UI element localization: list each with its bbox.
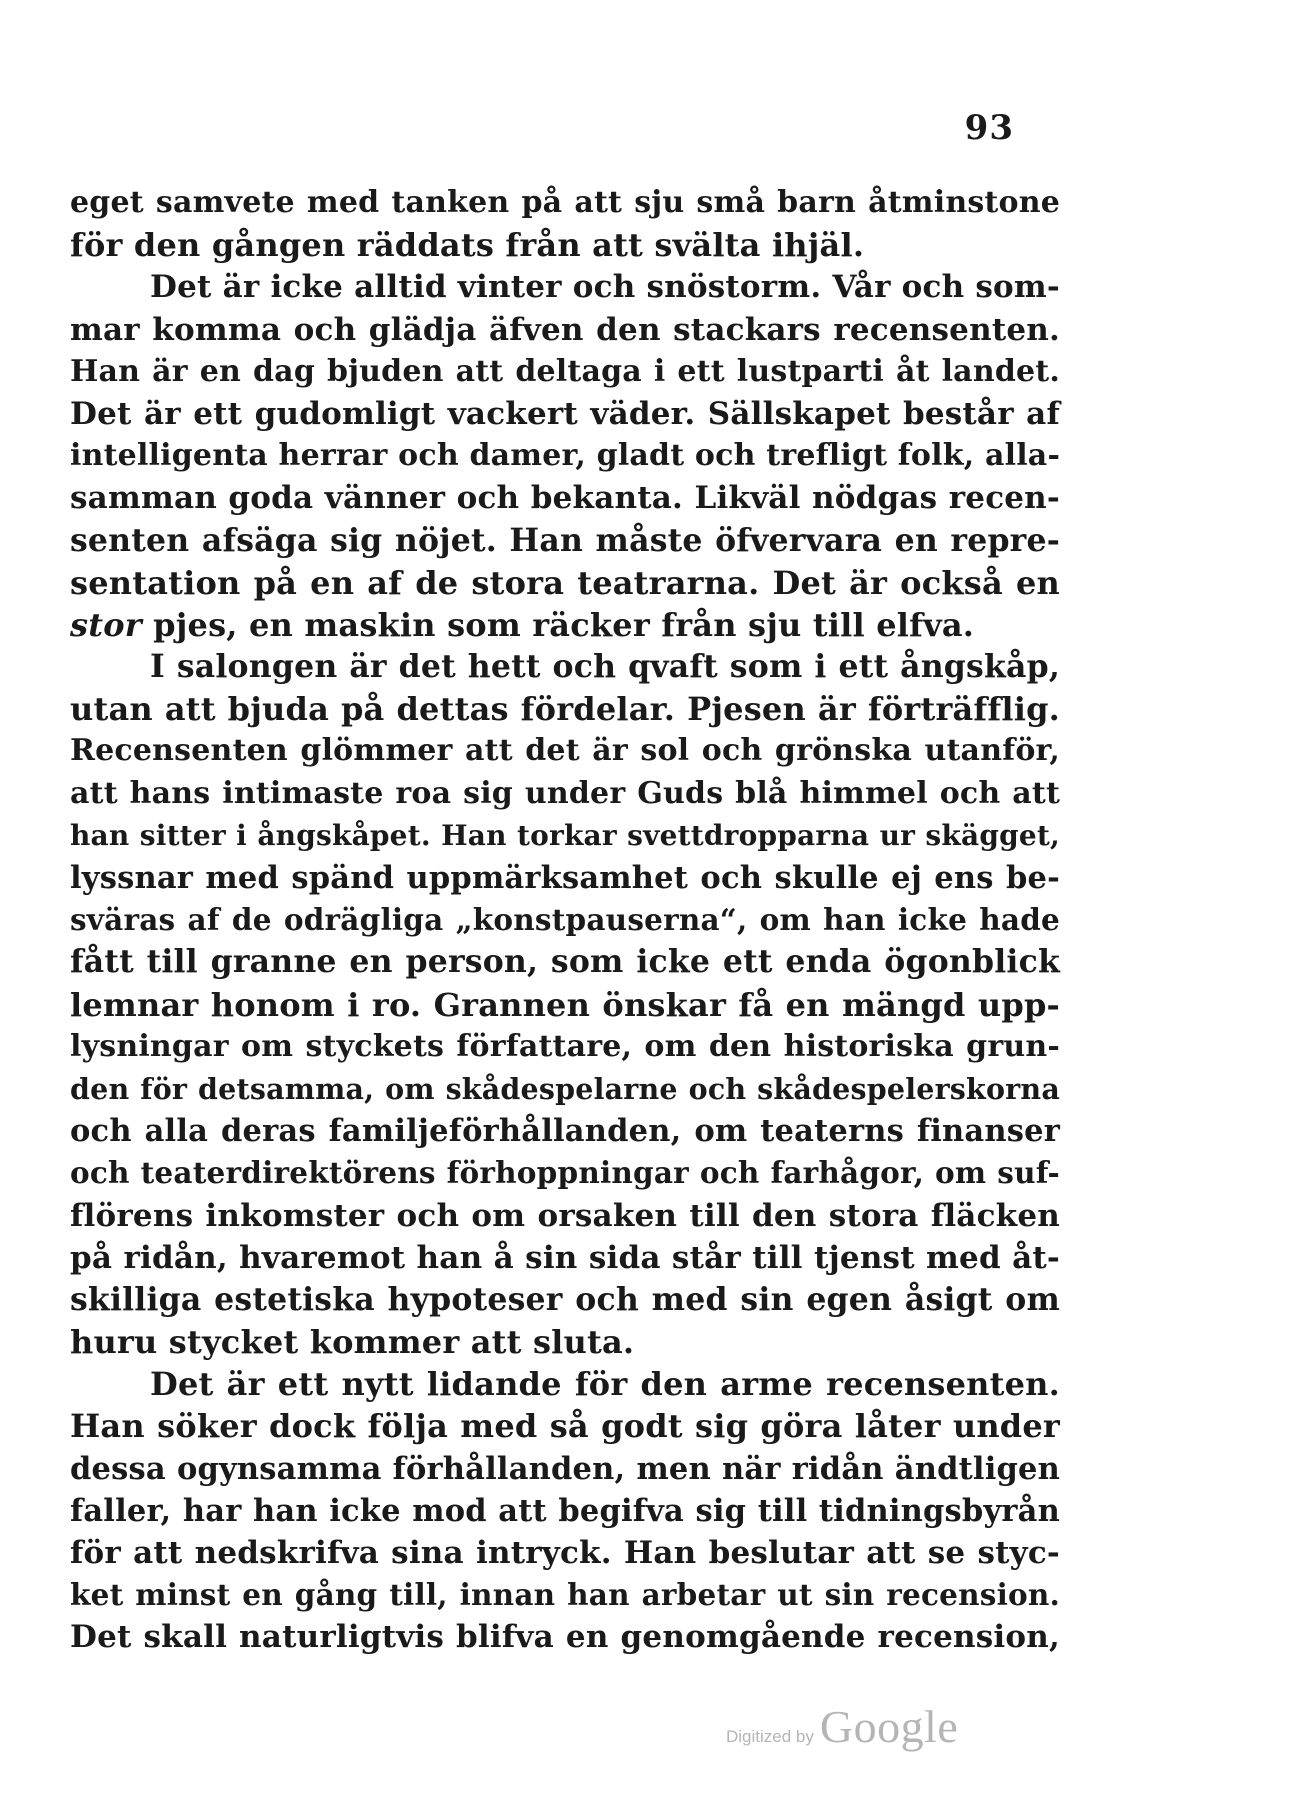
italic-word: stor — [70, 605, 142, 644]
text-line: den för detsamma, om skådespelarne och skådespelerskorna — [70, 1071, 1060, 1106]
text-line: Det skall naturligtvis blifva en genomgående recension, — [70, 1619, 1060, 1656]
text-line: han sitter i ångskåpet. Han torkar svettdropparna ur skägget, — [70, 818, 1060, 852]
text-line: Recensenten glömmer att det är sol och grönska utanför, — [70, 733, 1060, 769]
text-line: huru stycket kommer att sluta. — [70, 1323, 635, 1362]
text-line: för att nedskrifva sina intryck. Han beslutar att se styc- — [70, 1535, 1060, 1571]
digitized-watermark — [726, 1700, 958, 1753]
text-line: sväras af de odrägliga „konstpauserna“, om han icke hade — [70, 902, 1060, 938]
text-line: Det är ett gudomligt vackert väder. Sällskapet består af — [70, 395, 1060, 432]
text-line: för den gången räddats från att svälta ihjäl. — [70, 226, 865, 265]
text-line: mar komma och glädja äfven den stackars recensenten. — [70, 311, 1060, 348]
text-line: dessa ogynsamma förhållanden, men när ridån ändtligen — [70, 1450, 1060, 1487]
text-line: lysningar om styckets författare, om den historiska grun- — [70, 1028, 1060, 1064]
text-line: ket minst en gång till, innan han arbetar ut sin recension. — [70, 1577, 1060, 1613]
watermark-prefix: Digitized by — [726, 1727, 814, 1746]
text-line: Han är en dag bjuden att deltaga i ett lustparti åt landet. — [70, 353, 1060, 389]
text-line: fått till granne en person, som icke ett enda ögonblick — [70, 943, 1060, 981]
text-line: faller, har han icke mod att begifva sig till tidningsbyrån — [70, 1492, 1060, 1529]
text-line: att hans intimaste roa sig under Guds blå himmel och att — [70, 775, 1060, 811]
text-line: Det är icke alltid vinter och snöstorm. Vår och som- — [150, 269, 1060, 306]
text-line: senten afsäga sig nöjet. Han måste öfvervara en repre- — [70, 521, 1060, 559]
text-line: I salongen är det hett och qvaft som i ett ångskåp, — [150, 648, 1060, 686]
page-number: 93 — [964, 108, 1014, 148]
text-line: intelligenta herrar och damer, gladt och trefligt folk, alla- — [70, 438, 1061, 474]
text-line: skilliga estetiska hypoteser och med sin egen åsigt om — [70, 1280, 1060, 1318]
google-logo: Google — [819, 1701, 959, 1752]
text-line: flörens inkomster och om orsaken till den stora fläcken — [70, 1197, 1060, 1234]
text-line: sentation på en af de stora teatrarna. Det är också en — [70, 563, 1060, 602]
text-line: Han söker dock följa med så godt sig göra låter under — [70, 1407, 1060, 1446]
text-line: och teaterdirektörens förhoppningar och farhågor, om suf- — [70, 1155, 1060, 1191]
text-line: utan att bjuda på dettas fördelar. Pjesen är förträfflig. — [70, 690, 1060, 729]
text-line: samman goda vänner och bekanta. Likväl nödgas recen- — [70, 480, 1060, 517]
text-line: på ridån, hvaremot han å sin sida står till tjenst med åt- — [70, 1239, 1060, 1276]
text-line: och alla deras familjeförhållanden, om teaterns finanser — [70, 1113, 1060, 1150]
text-line: lemnar honom i ro. Grannen önskar få en mängd upp- — [70, 985, 1060, 1024]
body-text — [70, 182, 1060, 1659]
text-line: lyssnar med spänd uppmärksamhet och skulle ej ens be- — [70, 860, 1060, 896]
text-line: Det är ett nytt lidande för den arme recensenten. — [150, 1365, 1060, 1404]
text-line — [70, 604, 1060, 646]
text-line: eget samvete med tanken på att sju små barn åtminstone — [70, 185, 1060, 220]
text-line-rest: pjes, en maskin som räcker från sju till elfva. — [141, 605, 975, 644]
